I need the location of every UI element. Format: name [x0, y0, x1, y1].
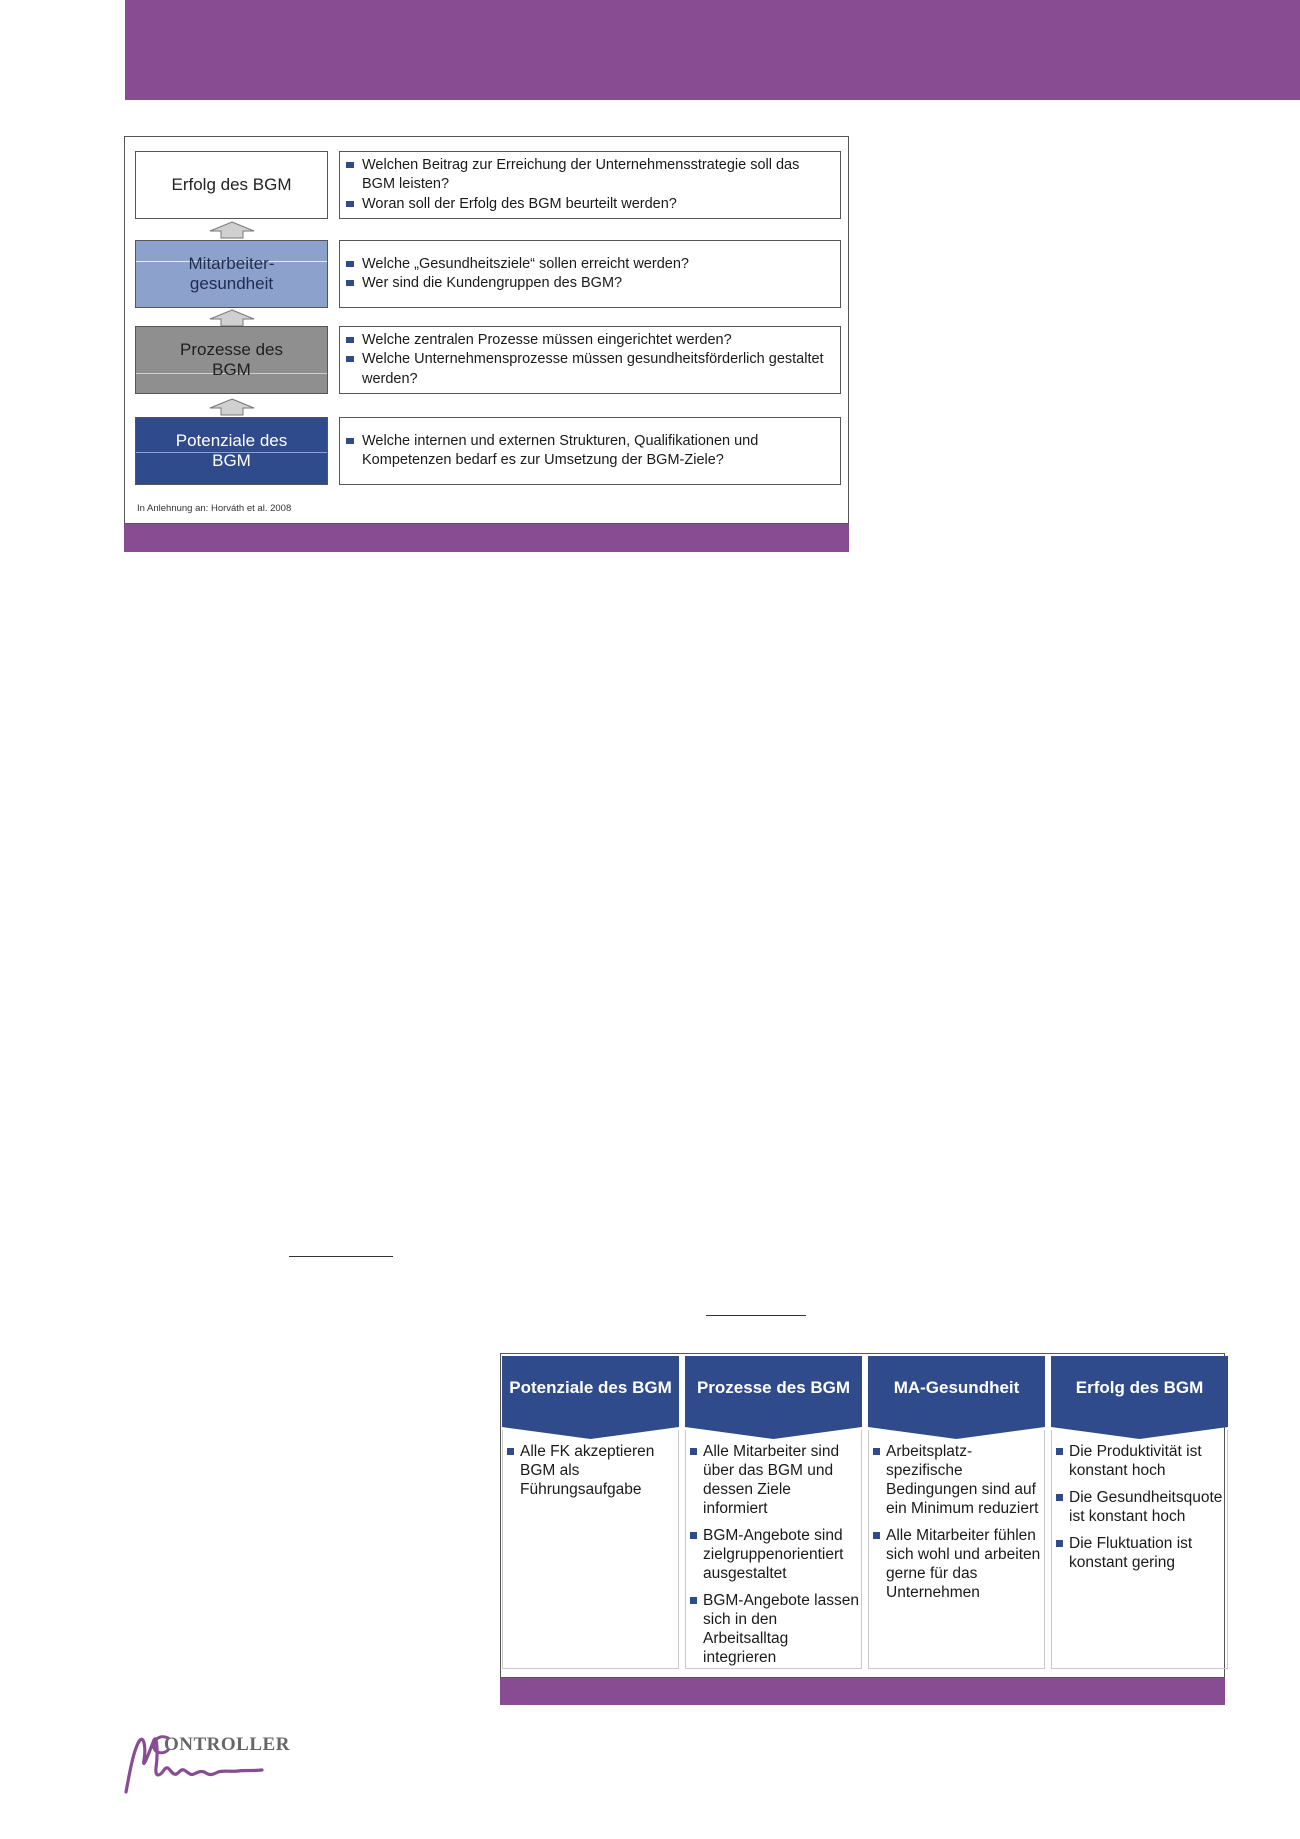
- bullet-icon: [346, 162, 354, 168]
- column-title: Erfolg des BGM: [1075, 1378, 1204, 1397]
- question-item: Welche Unternehmensprozesse müssen gesundheitsförderlich gestaltet werden?: [346, 350, 828, 389]
- bullet-icon: [346, 261, 354, 267]
- bullet-icon: [346, 356, 354, 362]
- question-box-prozesse: [339, 326, 841, 394]
- level-label: Prozesse des BGM: [180, 340, 283, 379]
- header-band: [125, 0, 1300, 100]
- figure-2: [500, 1353, 1225, 1705]
- figure-1-frame: [124, 136, 849, 524]
- bullet-icon: [346, 337, 354, 343]
- column-header: [502, 1356, 679, 1439]
- level-label: Mitarbeiter- gesundheit: [188, 254, 275, 293]
- up-arrow-icon: [209, 221, 255, 239]
- question-item: Welche „Gesundheitsziele“ sollen erreicht werden?: [346, 255, 828, 275]
- question-box-potenziale: [339, 417, 841, 485]
- bullet-icon: [690, 1597, 697, 1604]
- divider-line: [706, 1315, 806, 1316]
- column-potenziale: [502, 1356, 679, 1669]
- level-label: Potenziale des BGM: [175, 431, 288, 470]
- level-prozesse: [135, 326, 328, 394]
- bullet-icon: [1056, 1540, 1063, 1547]
- bullet-icon: [873, 1532, 880, 1539]
- divider-line: [289, 1256, 393, 1257]
- list-item: BGM-Angebote lassen sich in den Arbeitsalltag integrieren: [690, 1591, 859, 1667]
- figure-2-frame: [500, 1353, 1225, 1678]
- bullet-icon: [690, 1448, 697, 1455]
- bullet-icon: [873, 1448, 880, 1455]
- list-item: Die Fluktuation ist konstant gering: [1056, 1534, 1225, 1572]
- question-box-erfolg: [339, 151, 841, 219]
- column-body: [868, 1430, 1045, 1669]
- question-item: Wer sind die Kundengruppen des BGM?: [346, 274, 828, 294]
- figure-1-footer-band: [124, 524, 849, 552]
- logo-word: ONTROLLER: [164, 1734, 290, 1755]
- question-item: Woran soll der Erfolg des BGM beurteilt werden?: [346, 195, 828, 215]
- level-erfolg: [135, 151, 328, 219]
- column-body: [502, 1430, 679, 1669]
- level-potenziale: [135, 417, 328, 485]
- question-box-mitarbeiter: [339, 240, 841, 308]
- level-label: Erfolg des BGM: [171, 175, 292, 194]
- list-item: Die Gesundheitsquote ist konstant hoch: [1056, 1488, 1225, 1526]
- list-item: Alle FK akzeptieren BGM als Führungsaufgabe: [507, 1442, 676, 1499]
- up-arrow-icon: [209, 398, 255, 416]
- list-item: Arbeitsplatz-spezifische Bedingungen sind auf ein Minimum reduziert: [873, 1442, 1042, 1518]
- column-erfolg: [1051, 1356, 1228, 1669]
- figure-1-source: In Anlehnung an: Horváth et al. 2008: [137, 503, 292, 514]
- list-item: BGM-Angebote sind zielgruppenorientiert ausgestaltet: [690, 1526, 859, 1583]
- up-arrow-icon: [209, 309, 255, 327]
- bullet-icon: [346, 438, 354, 444]
- list-item: Die Produktivität ist konstant hoch: [1056, 1442, 1225, 1480]
- column-title: Prozesse des BGM: [696, 1378, 851, 1397]
- controller-magazin-logo: [120, 1730, 290, 1800]
- column-body: [1051, 1430, 1228, 1669]
- list-item: Alle Mitarbeiter fühlen sich wohl und arbeiten gerne für das Unternehmen: [873, 1526, 1042, 1602]
- column-ma-gesundheit: [868, 1356, 1045, 1669]
- column-body: [685, 1430, 862, 1669]
- question-item: Welche zentralen Prozesse müssen eingerichtet werden?: [346, 331, 828, 351]
- column-header: [868, 1356, 1045, 1439]
- bullet-icon: [1056, 1494, 1063, 1501]
- figure-1: [124, 136, 849, 552]
- column-title: Potenziale des BGM: [509, 1378, 672, 1397]
- bullet-icon: [1056, 1448, 1063, 1455]
- bullet-icon: [690, 1532, 697, 1539]
- level-mitarbeiter: [135, 240, 328, 308]
- bullet-icon: [346, 201, 354, 207]
- bullet-icon: [507, 1448, 514, 1455]
- question-item: Welchen Beitrag zur Erreichung der Unternehmensstrategie soll das BGM leisten?: [346, 156, 828, 195]
- column-header: [1051, 1356, 1228, 1439]
- column-header: [685, 1356, 862, 1439]
- bullet-icon: [346, 280, 354, 286]
- column-title: MA-Gesundheit: [893, 1378, 1020, 1397]
- column-prozesse: [685, 1356, 862, 1669]
- question-item: Welche internen und externen Strukturen, Qualifikationen und Kompetenzen bedarf es zur Umsetzung der BGM-Ziele?: [346, 432, 828, 471]
- figure-2-footer-band: [500, 1678, 1225, 1705]
- list-item: Alle Mitarbeiter sind über das BGM und dessen Ziele informiert: [690, 1442, 859, 1518]
